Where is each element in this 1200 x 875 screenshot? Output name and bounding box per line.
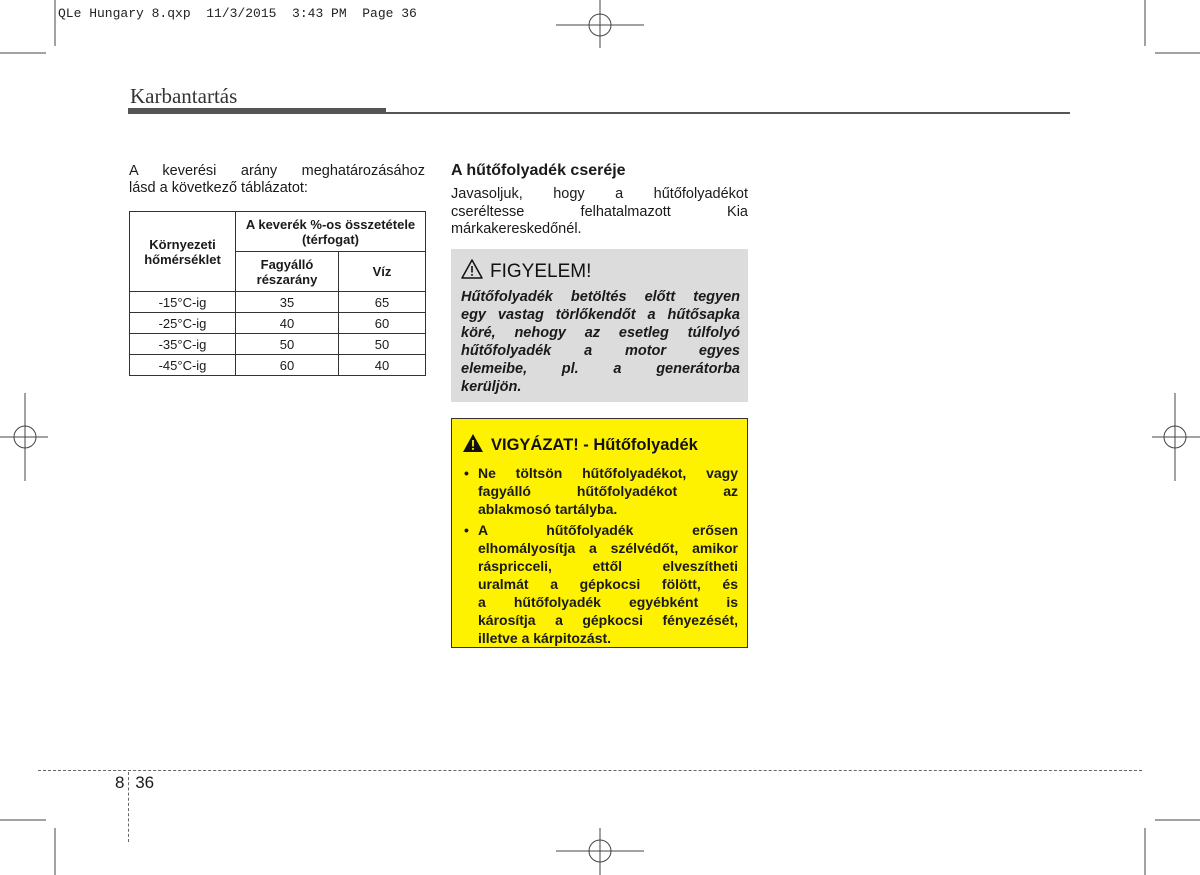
col-header-antifreeze xyxy=(236,252,339,292)
cell-water: 40 xyxy=(339,355,426,376)
caution-box xyxy=(451,418,748,648)
caution-line: uralmát a gépkocsi fölött, és xyxy=(478,576,738,592)
warning-title: FIGYELEM! xyxy=(490,261,592,282)
col-header-environment xyxy=(130,212,236,292)
caution-line: ablakmosó tartályba. xyxy=(478,501,618,517)
cell-water: 65 xyxy=(339,292,426,313)
warning-line: Hűtőfolyadék betöltés előtt tegyen xyxy=(461,289,740,305)
warning-header xyxy=(461,259,740,285)
warning-line: köré, nehogy az esetleg túlfolyó xyxy=(461,325,740,341)
footer-rule xyxy=(38,770,1142,771)
intro-line: lásd a következő táblázatot: xyxy=(129,180,308,196)
page-number xyxy=(115,773,154,793)
table-row xyxy=(130,355,426,376)
caution-title: VIGYÁZAT! - Hűtőfolyadék xyxy=(491,436,698,454)
table-row xyxy=(130,334,426,355)
warning-triangle-icon xyxy=(461,259,483,285)
caution-line: a hűtőfolyadék egyébként is xyxy=(478,594,738,610)
caution-line: illetve a kárpitozást. xyxy=(478,630,612,646)
replace-body xyxy=(451,186,748,239)
caution-line: • A hűtőfolyadék erősen xyxy=(478,522,738,538)
section-title: Karbantartás xyxy=(130,84,238,108)
list-item xyxy=(462,521,738,647)
warning-line: elemeibe, pl. a generátorba xyxy=(461,361,740,377)
col-header-mix xyxy=(236,212,426,252)
col-header-line: Fagyálló xyxy=(260,256,314,272)
warning-line: egy vastag törlőkendőt a hűtősapka xyxy=(461,307,740,323)
body-line: Javasoljuk, hogy a hűtőfolyadékot xyxy=(451,186,748,202)
warning-box xyxy=(451,249,748,402)
list-item xyxy=(462,464,738,518)
intro-text xyxy=(129,163,425,197)
page-number-value: 36 xyxy=(135,773,155,792)
chapter-number: 8 xyxy=(115,773,125,792)
caution-line: károsítja a gépkocsi fényezését, xyxy=(478,612,738,628)
caution-line: ráspricceli, ettől elveszítheti xyxy=(478,558,738,574)
warning-body xyxy=(461,288,740,396)
body-line: cseréltesse felhatalmazott Kia xyxy=(451,203,748,220)
cell-antifreeze: 60 xyxy=(236,355,339,376)
warning-line: kerüljön. xyxy=(461,379,522,395)
caution-list xyxy=(462,464,738,647)
col-header-line: A keverék %-os összetétele xyxy=(245,216,416,232)
cell-temp: -15°C-ig xyxy=(130,292,236,313)
col-header-water: Víz xyxy=(339,252,426,292)
caution-header xyxy=(462,433,738,458)
cell-temp: -25°C-ig xyxy=(130,313,236,334)
intro-line: A keverési arány meghatározásához xyxy=(129,163,425,179)
table-row xyxy=(130,292,426,313)
print-slug: QLe Hungary 8.qxp 11/3/2015 3:43 PM Page 36 xyxy=(58,6,417,21)
cell-antifreeze: 40 xyxy=(236,313,339,334)
cell-temp: -45°C-ig xyxy=(130,355,236,376)
cell-water: 60 xyxy=(339,313,426,334)
table-row xyxy=(130,313,426,334)
body-line: márkakereskedőnél. xyxy=(451,221,582,237)
caution-line: • Ne töltsön hűtőfolyadékot, vagy xyxy=(478,465,738,481)
header-rule-thick xyxy=(128,108,386,114)
col-header-line: részarány xyxy=(256,271,318,287)
caution-triangle-icon xyxy=(462,433,484,458)
warning-line: hűtőfolyadék a motor egyes xyxy=(461,343,740,359)
cell-water: 50 xyxy=(339,334,426,355)
caution-line: fagyálló hűtőfolyadékot az xyxy=(478,483,738,499)
col-header-line: (térfogat) xyxy=(301,231,360,247)
cell-temp: -35°C-ig xyxy=(130,334,236,355)
caution-line: elhomályosítja a szélvédőt, amikor xyxy=(478,540,738,556)
cell-antifreeze: 35 xyxy=(236,292,339,313)
header-rule-thin xyxy=(386,112,1070,114)
col-header-line: hőmérséklet xyxy=(144,251,221,267)
mix-ratio-table xyxy=(129,211,426,376)
cell-antifreeze: 50 xyxy=(236,334,339,355)
replace-heading: A hűtőfolyadék cseréje xyxy=(451,162,626,179)
col-header-line: Környezeti xyxy=(149,236,216,252)
